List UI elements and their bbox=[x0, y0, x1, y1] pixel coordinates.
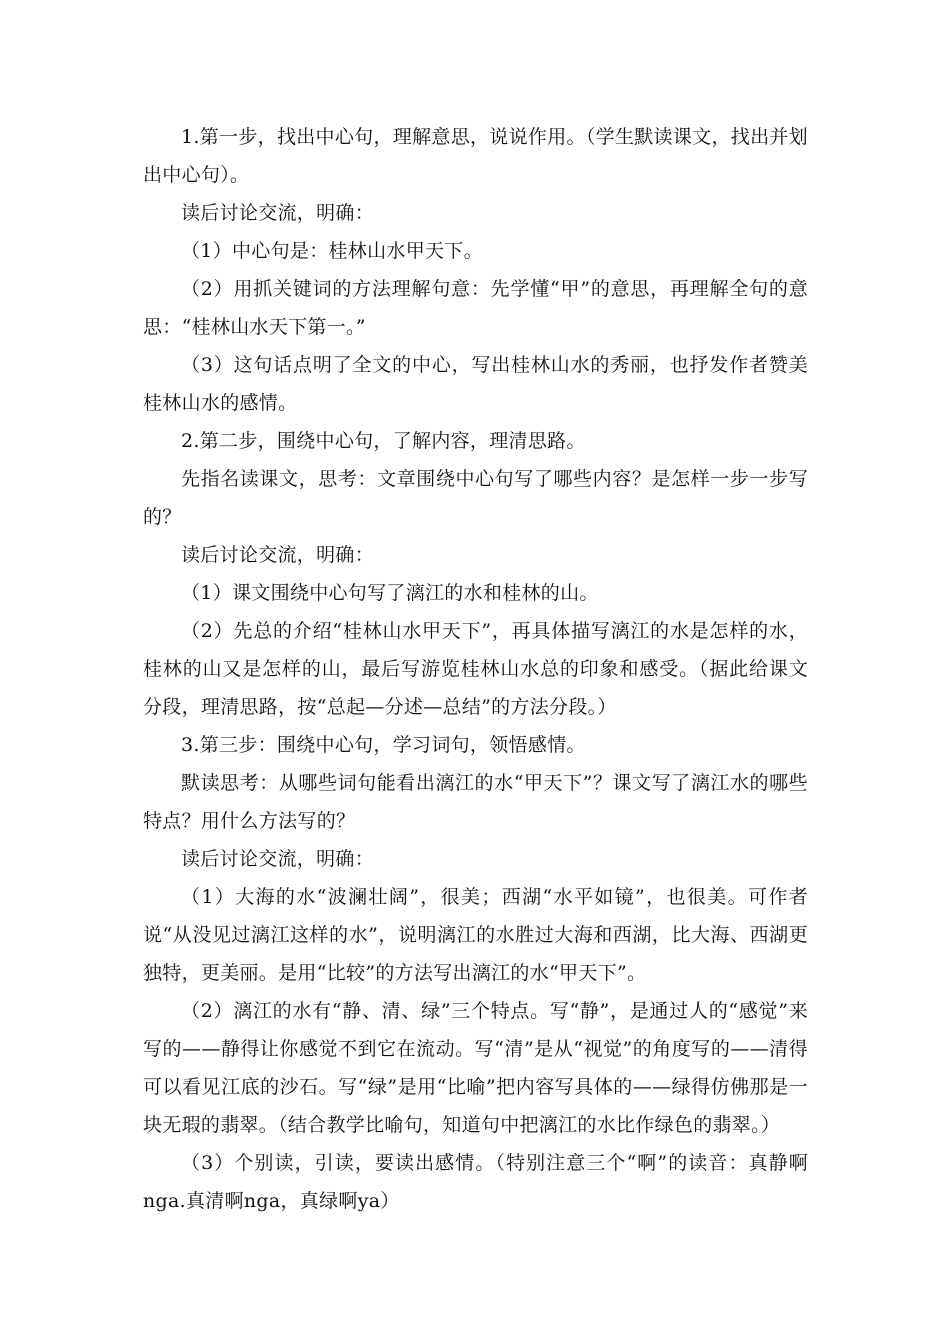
document-page bbox=[143, 118, 808, 1220]
step-two-heading: 2.第二步，围绕中心句，了解内容，理清思路。 bbox=[181, 430, 586, 452]
discussion-intro: 读后讨论交流，明确： bbox=[181, 848, 375, 870]
list-item: （1）大海的水“波澜壮阔”，很美；西湖“水平如镜”，也很美。可作者说“从没见过漓江这样的水”，说明漓江的水胜过大海和西湖，比大海、西湖更独特，更美丽。是用“比较”的方法写出漓江的水“甲天下”。 bbox=[143, 886, 808, 984]
step-three-heading: 3.第三步：围绕中心句，学习词句，领悟感情。 bbox=[181, 734, 586, 756]
discussion-intro: 读后讨论交流，明确： bbox=[181, 544, 375, 566]
reading-prompt: 先指名读课文，思考：文章围绕中心句写了哪些内容？是怎样一步一步写的？ bbox=[143, 468, 808, 528]
list-item: （3）个别读，引读，要读出感情。（特别注意三个“啊”的读音：真静啊nga.真清啊nga，真绿啊ya） bbox=[143, 1152, 808, 1212]
step-one-heading: 1.第一步，找出中心句，理解意思，说说作用。（学生默读课文，找出并划出中心句）。 bbox=[143, 126, 808, 186]
reading-prompt: 默读思考：从哪些词句能看出漓江的水“甲天下”？课文写了漓江水的哪些特点？用什么方法写的？ bbox=[143, 772, 808, 832]
list-item: （2）先总的介绍“桂林山水甲天下”，再具体描写漓江的水是怎样的水，桂林的山又是怎样的山，最后写游览桂林山水总的印象和感受。（据此给课文分段，理清思路，按“总起—分述—总结”的方法分段。） bbox=[143, 620, 808, 718]
list-item: （2）用抓关键词的方法理解句意：先学懂“甲”的意思，再理解全句的意思：“桂林山水天下第一。” bbox=[143, 278, 808, 338]
list-item: （2）漓江的水有“静、清、绿”三个特点。写“静”，是通过人的“感觉”来写的——静得让你感觉不到它在流动。写“清”是从“视觉”的角度写的——清得可以看见江底的沙石。写“绿”是用“比喻”把内容写具体的——绿得仿佛那是一块无瑕的翡翠。（结合教学比喻句，知道句中把漓江的水比作绿色的翡翠。） bbox=[143, 1000, 808, 1136]
list-item: （3）这句话点明了全文的中心，写出桂林山水的秀丽，也抒发作者赞美桂林山水的感情。 bbox=[143, 354, 808, 414]
discussion-intro: 读后讨论交流，明确： bbox=[181, 202, 375, 224]
list-item: （1）中心句是：桂林山水甲天下。 bbox=[181, 240, 483, 262]
list-item: （1）课文围绕中心句写了漓江的水和桂林的山。 bbox=[181, 582, 599, 604]
